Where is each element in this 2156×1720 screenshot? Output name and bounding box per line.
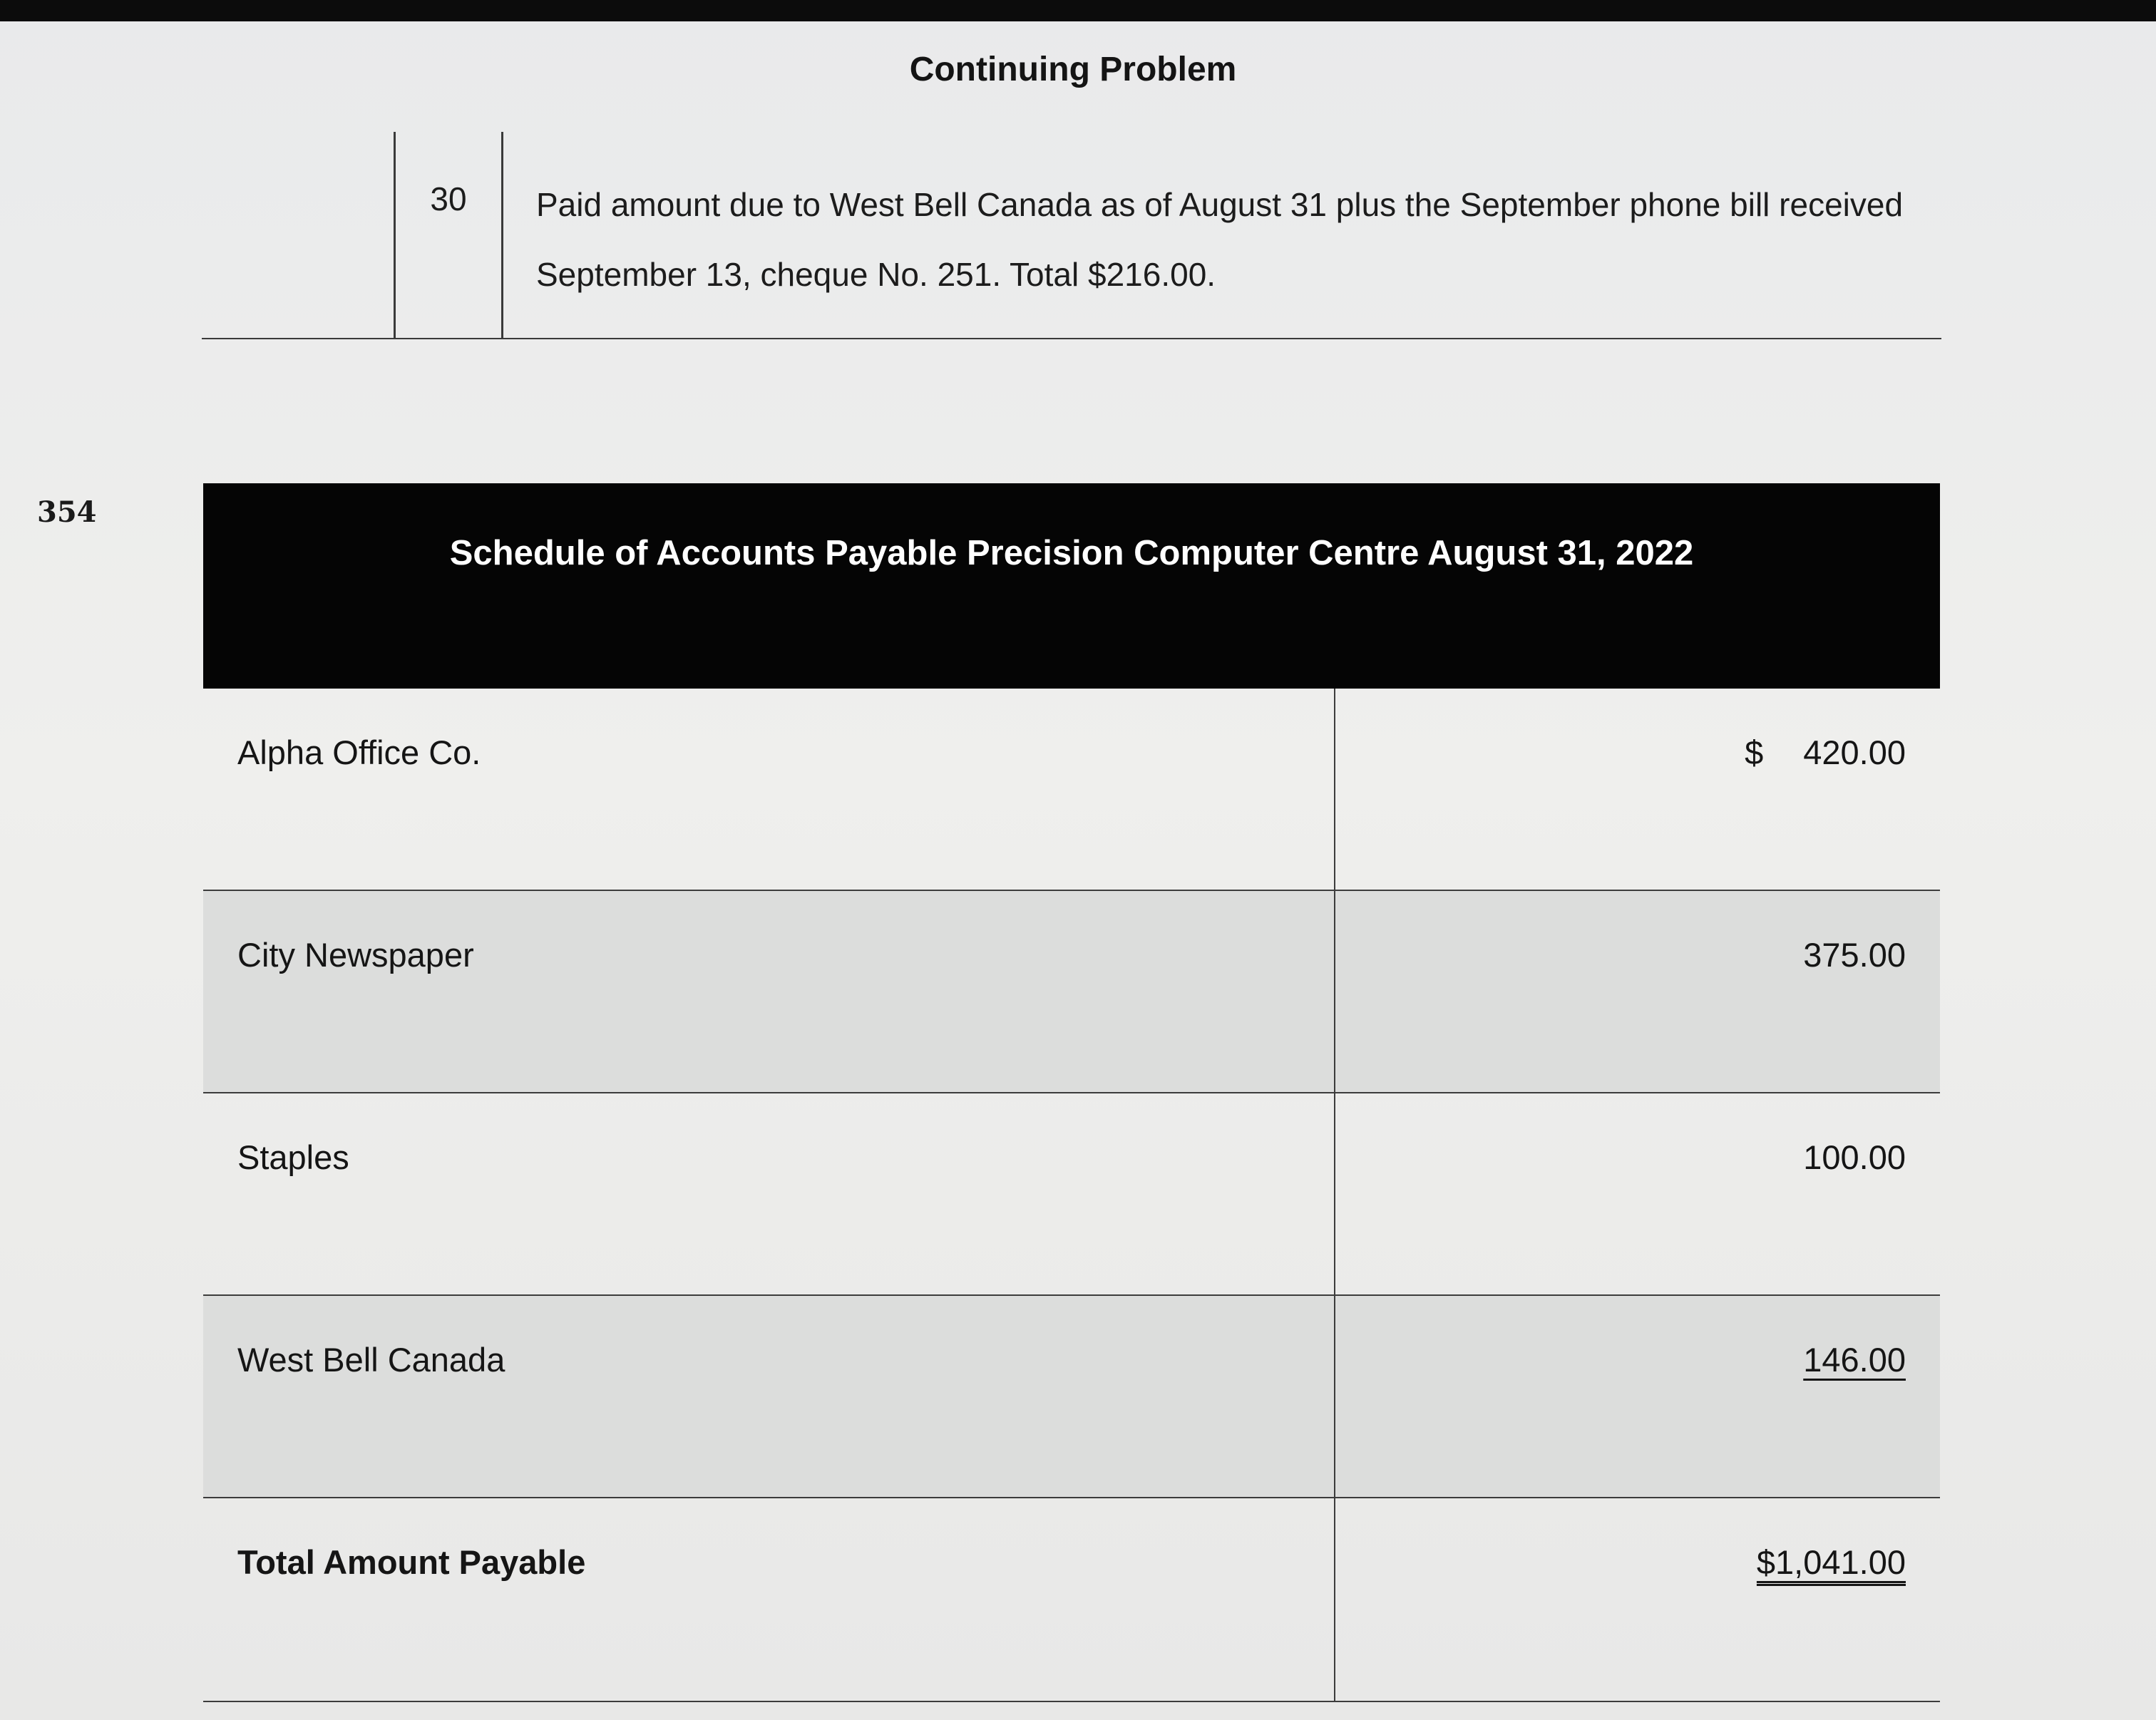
table-row xyxy=(203,1296,1940,1498)
total-row xyxy=(203,1498,1940,1702)
table-row xyxy=(203,689,1940,891)
amount-value-underlined xyxy=(1753,1340,1906,1379)
creditor-name: West Bell Canada xyxy=(237,1341,505,1379)
amount-value: 146.00 xyxy=(1803,1341,1906,1379)
total-amount-cell xyxy=(1757,1543,1906,1582)
creditor-name: City Newspaper xyxy=(237,936,474,974)
amount-value: 420.00 xyxy=(1803,733,1906,771)
creditor-name: Alpha Office Co. xyxy=(237,733,481,771)
total-label: Total Amount Payable xyxy=(237,1543,586,1581)
entry-left-rule xyxy=(394,132,396,339)
entry-bottom-rule xyxy=(202,338,1941,339)
schedule-table xyxy=(203,483,1940,1702)
schedule-title: Schedule of Accounts Payable Precision Computer Centre August 31, 2022 xyxy=(449,534,1694,572)
schedule-header xyxy=(203,483,1940,689)
entry-description: Paid amount due to West Bell Canada as of August 31 plus the September phone bill received September 13, cheque No. 251. Total $216.00. xyxy=(536,186,1904,293)
entry-day-rule xyxy=(501,132,503,339)
top-dark-bar xyxy=(0,0,2156,21)
table-row xyxy=(203,891,1940,1093)
amount-value: 375.00 xyxy=(1803,936,1906,974)
page-number: 354 xyxy=(37,495,97,529)
total-amount: $1,041.00 xyxy=(1756,1543,1906,1581)
amount-value: 100.00 xyxy=(1803,1138,1906,1176)
column-divider xyxy=(1334,689,1335,1702)
currency-symbol: $ xyxy=(1745,733,1764,771)
entry-day: 30 xyxy=(430,180,467,217)
table-row xyxy=(203,1093,1940,1296)
amount-cell xyxy=(1745,733,1906,772)
creditor-name: Staples xyxy=(237,1138,349,1176)
section-title: Continuing Problem xyxy=(909,51,1237,88)
